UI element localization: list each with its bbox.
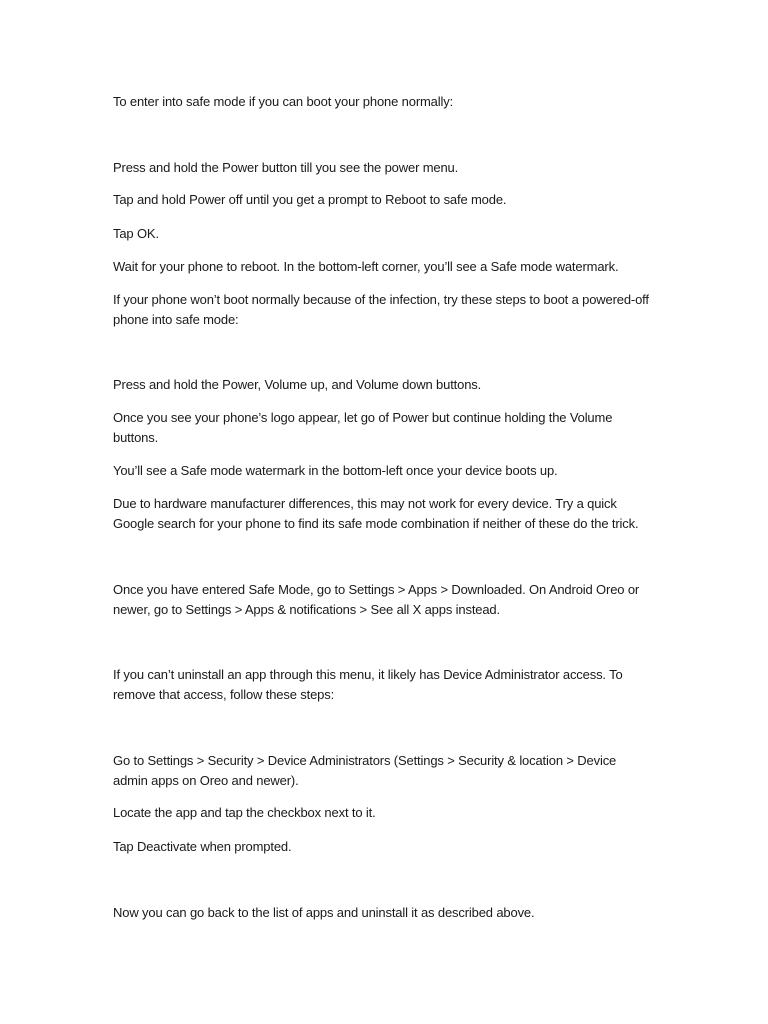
paragraph-step-watermark: You’ll see a Safe mode watermark in the bottom-left once your device boots up. — [113, 463, 558, 478]
paragraph-step-hold-power-off: Tap and hold Power off until you get a prompt to Reboot to safe mode. — [113, 192, 507, 207]
paragraph-uninstall-final: Now you can go back to the list of apps and uninstall it as described above. — [113, 905, 535, 920]
paragraph-powered-off-intro: If your phone won’t boot normally because of the infection, try these steps to boot a powered-off phone into safe mode: — [113, 292, 649, 327]
paragraph-manufacturer-note: Due to hardware manufacturer differences, this may not work for every device. Try a quick Google search for your phone to find its safe mode combination if neither of these do the trick. — [113, 496, 639, 531]
paragraph-device-admin-intro: If you can’t uninstall an app through this menu, it likely has Device Administrator access. To remove that access, follow these steps: — [113, 667, 623, 702]
paragraph-step-tap-ok: Tap OK. — [113, 226, 159, 241]
paragraph-step-wait-reboot: Wait for your phone to reboot. In the bottom-left corner, you’ll see a Safe mode watermark. — [113, 259, 619, 274]
paragraph-step-deactivate: Tap Deactivate when prompted. — [113, 839, 292, 854]
paragraph-step-locate-app: Locate the app and tap the checkbox next to it. — [113, 805, 376, 820]
paragraph-step-device-administrators: Go to Settings > Security > Device Administrators (Settings > Security & location > Device admin apps on Oreo and newer). — [113, 753, 617, 788]
paragraph-step-hold-power: Press and hold the Power button till you see the power menu. — [113, 160, 459, 175]
paragraph-step-hold-buttons: Press and hold the Power, Volume up, and Volume down buttons. — [113, 377, 482, 392]
paragraph-go-to-settings: Once you have entered Safe Mode, go to Settings > Apps > Downloaded. On Android Oreo or newer, go to Settings > Apps & notifications > See all X apps instead. — [113, 582, 640, 617]
paragraph-safe-mode-intro: To enter into safe mode if you can boot your phone normally: — [113, 94, 454, 109]
paragraph-step-logo-appear: Once you see your phone’s logo appear, let go of Power but continue holding the Volume buttons. — [113, 410, 613, 445]
